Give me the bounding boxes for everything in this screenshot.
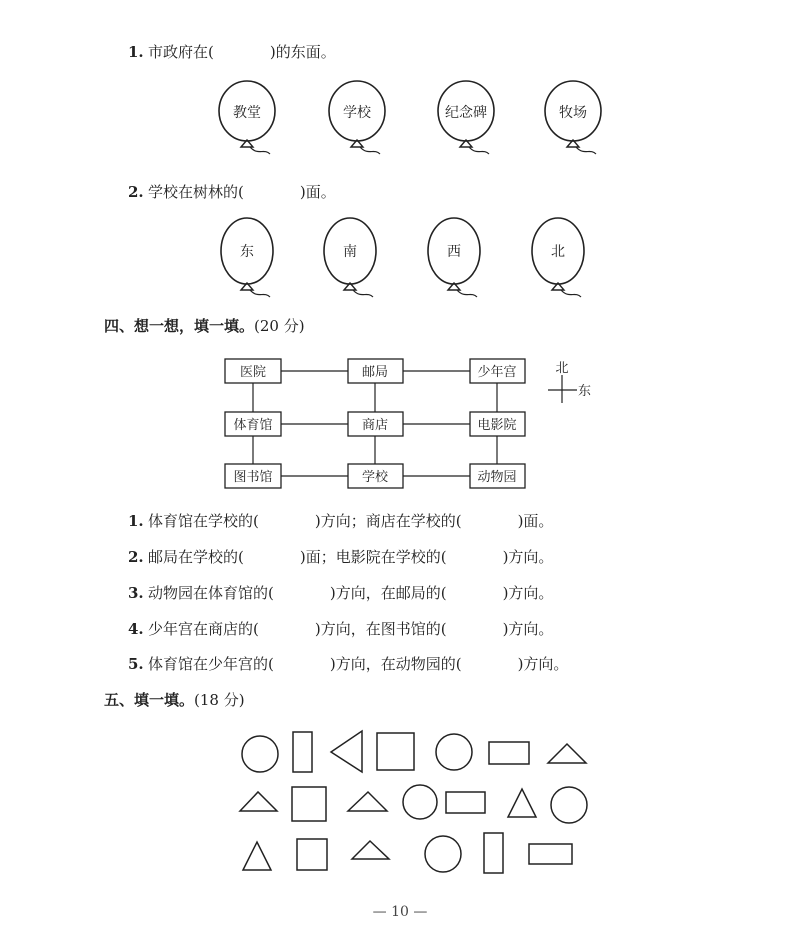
balloon[interactable] [329, 81, 385, 154]
map-place-label: 电影院 [477, 418, 517, 433]
balloon[interactable] [428, 218, 480, 297]
compass-north: 北 [555, 361, 569, 376]
question-1: 1. 市政府在( )的东面。 [128, 43, 336, 61]
balloon-label: 西 [447, 244, 461, 260]
balloon-row-1 [200, 78, 620, 163]
triangle-shape [348, 792, 387, 811]
map-place-label: 图书馆 [233, 470, 273, 485]
page-number: — 10 — [372, 904, 428, 920]
balloon[interactable] [545, 81, 601, 154]
map-place-label: 商店 [361, 418, 389, 433]
balloon-label: 学校 [343, 105, 371, 121]
balloon[interactable] [532, 218, 584, 297]
map-question-2: 2. 邮局在学校的( )面；电影院在学校的( )方向。 [128, 548, 554, 566]
map-place-label: 学校 [361, 470, 389, 485]
rectangle-shape [293, 732, 312, 772]
triangle-shape [548, 744, 586, 763]
square-shape [297, 839, 327, 870]
circle-shape [242, 736, 278, 772]
map-place-label: 体育馆 [233, 418, 273, 433]
triangle-shape [240, 792, 277, 811]
question-2: 2. 学校在树林的( )面。 [128, 183, 336, 201]
direction-map [215, 345, 615, 495]
map-question-3: 3. 动物园在体育馆的( )方向，在邮局的( )方向。 [128, 584, 554, 602]
rectangle-shape [529, 844, 572, 864]
rectangle-shape [489, 742, 529, 764]
balloon-label: 教堂 [233, 105, 261, 121]
circle-shape [436, 734, 472, 770]
circle-shape [551, 787, 587, 823]
circle-shape [403, 785, 437, 819]
triangle-shape [243, 842, 271, 870]
triangle-shape [331, 731, 362, 772]
square-shape [377, 733, 414, 770]
balloon-row-2 [200, 215, 620, 305]
balloon-label: 纪念碑 [445, 105, 487, 121]
rectangle-shape [446, 792, 485, 813]
map-question-4: 4. 少年宫在商店的( )方向，在图书馆的( )方向。 [128, 620, 554, 638]
section-5-heading: 五、填一填。(18 分) [104, 691, 245, 709]
triangle-shape [508, 789, 536, 817]
balloon-label: 牧场 [559, 105, 587, 121]
shapes-panel [225, 722, 605, 882]
balloon[interactable] [221, 218, 273, 297]
circle-shape [425, 836, 461, 872]
map-question-5: 5. 体育馆在少年宫的( )方向，在动物园的( )方向。 [128, 655, 569, 673]
square-shape [292, 787, 326, 821]
compass-icon [548, 361, 591, 403]
map-place-label: 动物园 [477, 470, 517, 485]
balloon-label: 北 [551, 244, 565, 260]
map-question-1: 1. 体育馆在学校的( )方向；商店在学校的( )面。 [128, 512, 554, 530]
balloon[interactable] [438, 81, 494, 154]
rectangle-shape [484, 833, 503, 873]
map-place-label: 医院 [239, 365, 267, 380]
balloon-label: 南 [343, 244, 357, 260]
balloon[interactable] [324, 218, 376, 297]
triangle-shape [352, 841, 389, 859]
section-4-heading: 四、想一想，填一填。(20 分) [104, 317, 305, 335]
balloon-label: 东 [240, 244, 254, 260]
compass-east: 东 [578, 384, 592, 399]
map-place-label: 少年宫 [477, 365, 517, 380]
map-place-label: 邮局 [361, 365, 389, 380]
balloon[interactable] [219, 81, 275, 154]
